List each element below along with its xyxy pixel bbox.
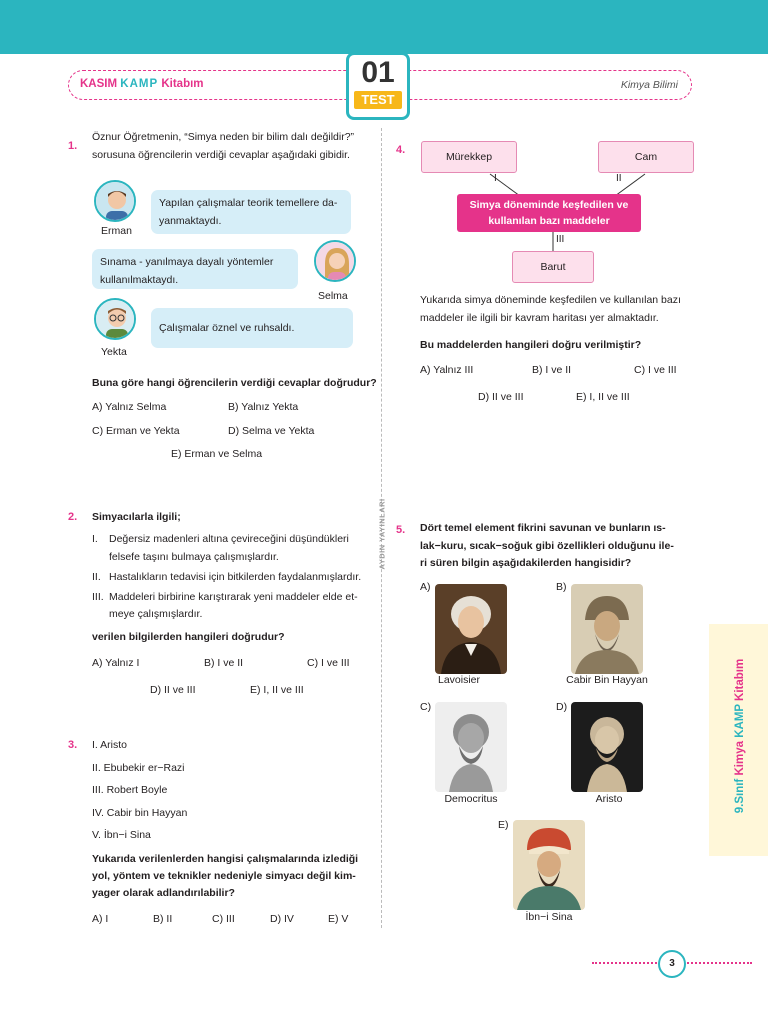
subject-title: Kimya Bilimi — [620, 79, 678, 91]
q5-option-a-name: Lavoisier — [437, 674, 481, 686]
question-5-number: 5. — [396, 524, 406, 536]
q5-option-c-name: Democritus — [444, 793, 498, 805]
q2-item-1-line2: felsefe taşını bulmaya çalışmışlardır. — [109, 551, 279, 563]
side-label-subject: Kimya — [734, 741, 746, 776]
ibn-sina-portrait-icon — [513, 820, 585, 910]
q2-item-3-line2: meye çalışmışlardır. — [109, 608, 203, 620]
side-label — [734, 616, 746, 856]
selma-answer-line2: kullanılmaktaydı. — [100, 274, 179, 286]
girl-avatar-icon — [316, 242, 356, 282]
publisher-label: AYDIN YAYINLARI — [377, 498, 387, 570]
selma-answer-line1: Sınama - yanılmaya dayalı yöntemler — [100, 256, 274, 268]
q3-option-e[interactable]: E) V — [328, 913, 349, 925]
q5-question-line2: lak−kuru, sıcak−soğuk gibi özellikleri olduğunu ile- — [420, 540, 674, 552]
q5-question-line3: ri süren bilgin aşağıdakilerden hangisidir? — [420, 557, 632, 569]
q2-item-3-line1: Maddeleri birbirine karıştırarak yeni maddeler elde et- — [109, 591, 358, 603]
q5-option-b-letter[interactable]: B) — [556, 581, 567, 593]
cabir-portrait-icon — [571, 584, 643, 674]
q3-option-a[interactable]: A) I — [92, 913, 109, 925]
q2-option-c[interactable]: C) I ve III — [307, 657, 350, 669]
q3-question-line2: yol, yöntem ve teknikler nedeniyle simyacı değil kim- — [92, 870, 356, 882]
erman-answer-line1: Yapılan çalışmalar teorik temellere da- — [159, 197, 338, 209]
q2-option-d[interactable]: D) II ve III — [150, 684, 196, 696]
q5-question-line1: Dört temel element fikrini savunan ve bunların ıs- — [420, 522, 666, 534]
side-label-kamp: KAMP — [734, 704, 746, 738]
roman-label-1: I — [494, 173, 497, 184]
student-name-yekta: Yekta — [101, 346, 127, 358]
test-label: TEST — [354, 91, 402, 109]
q3-item-2: II. Ebubekir er−Razi — [92, 762, 185, 774]
question-3-number: 3. — [68, 739, 78, 751]
q2-item-3-label: III. — [92, 591, 104, 603]
q1-option-d[interactable]: D) Selma ve Yekta — [228, 425, 315, 437]
q1-option-c[interactable]: C) Erman ve Yekta — [92, 425, 180, 437]
q4-option-d[interactable]: D) II ve III — [478, 391, 524, 403]
portrait-cabir[interactable] — [571, 584, 643, 674]
q5-option-e-name: İbn−i Sina — [525, 911, 573, 923]
speech-bubble-erman — [151, 190, 351, 234]
erman-answer-line2: yanmaktaydı. — [159, 215, 222, 227]
q1-option-b[interactable]: B) Yalnız Yekta — [228, 401, 299, 413]
student-name-erman: Erman — [101, 225, 132, 237]
q4-desc-line1: Yukarıda simya döneminde keşfedilen ve kullanılan bazı — [420, 294, 681, 306]
roman-label-2: II — [616, 173, 622, 184]
q3-question-line1: Yukarıda verilenlerden hangisi çalışmalarında izlediği — [92, 853, 359, 865]
q3-option-d[interactable]: D) IV — [270, 913, 294, 925]
concept-map-center: Simya döneminde keşfedilen ve kullanılan bazı maddeler — [457, 194, 641, 232]
speech-bubble-selma — [92, 249, 298, 289]
q5-option-b-name: Cabir Bin Hayyan — [566, 674, 648, 686]
question-4-number: 4. — [396, 144, 406, 156]
q3-option-b[interactable]: B) II — [153, 913, 173, 925]
portrait-aristo[interactable] — [571, 702, 643, 792]
concept-node-barut: Barut — [512, 251, 594, 283]
q1-option-a[interactable]: A) Yalnız Selma — [92, 401, 167, 413]
q3-item-3: III. Robert Boyle — [92, 784, 168, 796]
q1-option-e[interactable]: E) Erman ve Selma — [171, 448, 263, 460]
side-label-grade: 9.Sınıf — [734, 778, 746, 814]
portrait-lavoisier[interactable] — [435, 584, 507, 674]
q1-intro-line1: Öznur Öğretmenin, “Simya neden bir bilim dalı değildir?” — [92, 131, 355, 143]
q2-title: Simyacılarla ilgili; — [92, 511, 181, 523]
boy-glasses-avatar-icon — [96, 300, 136, 340]
student-name-selma: Selma — [318, 290, 348, 302]
q3-option-c[interactable]: C) III — [212, 913, 235, 925]
q2-question: verilen bilgilerden hangileri doğrudur? — [92, 631, 285, 643]
yekta-answer: Çalışmalar öznel ve ruhsaldı. — [159, 322, 295, 334]
roman-label-3: III — [556, 234, 565, 245]
side-label-kitabim: Kitabım — [734, 658, 746, 701]
q1-intro-line2: sorusuna öğrencilerin verdiği cevaplar aşağıdaki gibidir. — [92, 149, 350, 161]
q4-option-b[interactable]: B) I ve II — [532, 364, 572, 376]
aristotle-bust-icon — [571, 702, 643, 792]
democritus-bust-icon — [435, 702, 507, 792]
test-badge — [346, 52, 410, 120]
q4-option-a[interactable]: A) Yalnız III — [420, 364, 474, 376]
q1-question: Buna göre hangi öğrencilerin verdiği cevaplar doğrudur? — [92, 377, 377, 389]
concept-node-cam: Cam — [598, 141, 694, 173]
q3-item-5: V. İbn−i Sina — [92, 829, 151, 841]
q5-option-e-letter[interactable]: E) — [498, 819, 509, 831]
q2-item-1-label: I. — [92, 533, 98, 545]
q3-item-4: IV. Cabir bin Hayyan — [92, 807, 188, 819]
q2-option-a[interactable]: A) Yalnız I — [92, 657, 140, 669]
brand-logo — [80, 78, 204, 90]
page-number: 3 — [658, 950, 686, 978]
q5-option-a-letter[interactable]: A) — [420, 581, 431, 593]
q5-option-d-name: Aristo — [595, 793, 623, 805]
q5-option-d-letter[interactable]: D) — [556, 701, 568, 713]
q4-question: Bu maddelerden hangileri doğru verilmiştir? — [420, 339, 642, 351]
brand-part-kasim: KASIM — [80, 78, 118, 90]
q5-option-c-letter[interactable]: C) — [420, 701, 432, 713]
q2-item-1-line1: Değersiz madenleri altına çevireceğini düşündükleri — [109, 533, 349, 545]
concept-node-murekkep: Mürekkep — [421, 141, 517, 173]
brand-part-kitabim: Kitabım — [161, 78, 204, 90]
question-1-number: 1. — [68, 140, 78, 152]
q2-option-e[interactable]: E) I, II ve III — [250, 684, 304, 696]
avatar-erman — [94, 180, 136, 222]
avatar-yekta — [94, 298, 136, 340]
q4-desc-line2: maddeler ile ilgili bir kavram haritası yer almaktadır. — [420, 312, 659, 324]
top-band — [0, 0, 768, 54]
portrait-democritus[interactable] — [435, 702, 507, 792]
q3-item-1: I. Aristo — [92, 739, 128, 751]
q4-option-e[interactable]: E) I, II ve III — [576, 391, 630, 403]
q2-option-b[interactable]: B) I ve II — [204, 657, 244, 669]
q2-item-2-line1: Hastalıkların tedavisi için bitkilerden faydalanmışlardır. — [109, 571, 362, 583]
portrait-ibn-i-sina[interactable] — [513, 820, 585, 910]
q4-option-c[interactable]: C) I ve III — [634, 364, 677, 376]
q2-item-2-label: II. — [92, 571, 101, 583]
q3-question-line3: yager olarak adlandırılabilir? — [92, 887, 235, 899]
avatar-selma — [314, 240, 356, 282]
boy-avatar-icon — [96, 182, 136, 222]
speech-bubble-yekta — [151, 308, 353, 348]
brand-part-kamp: KAMP — [120, 78, 159, 90]
test-number: 01 — [361, 56, 395, 89]
lavoisier-portrait-icon — [435, 584, 507, 674]
question-2-number: 2. — [68, 511, 78, 523]
